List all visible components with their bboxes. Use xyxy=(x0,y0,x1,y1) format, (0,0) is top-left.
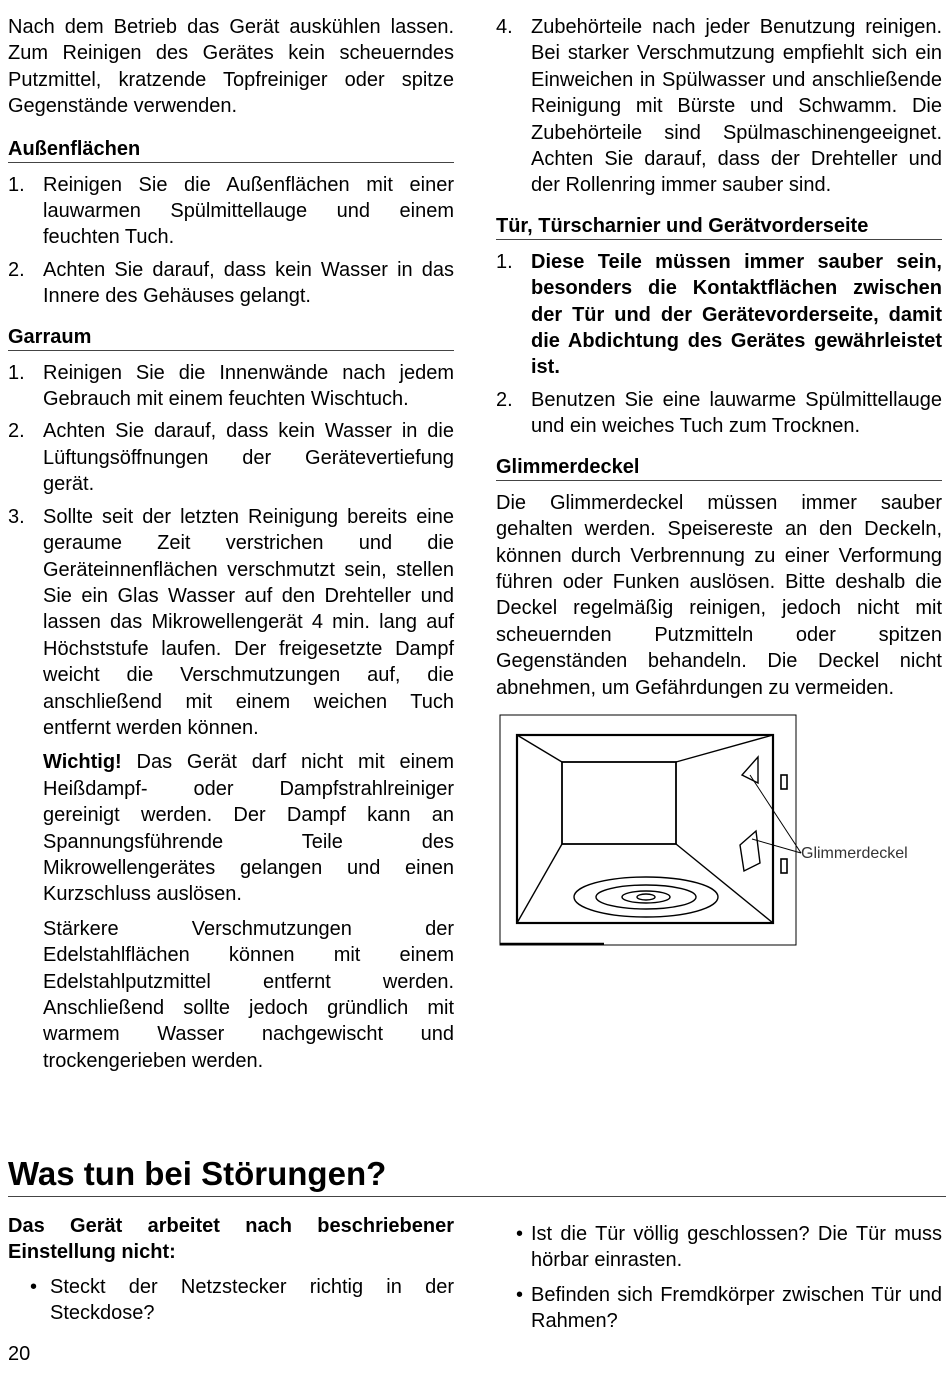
list-item xyxy=(496,1221,942,1274)
right-column xyxy=(496,14,942,953)
bullet-glyph: • xyxy=(516,1223,524,1245)
list-item xyxy=(8,504,454,742)
bullet-glyph: • xyxy=(516,1283,524,1306)
stoerungen-right-list xyxy=(496,1221,942,1335)
item-text: Zubehörteile nach jeder Benutzung reinigen. Bei starker Verschmutzung empfiehlt sich ein Einweichen in Spülwasser und anschließende Reinigung mit Bürste und Schwamm. Die Zubehörteile sind Spülmaschinengeeignet. Achten Sie darauf, dass der Drehteller und der Rollenring immer sauber sind. xyxy=(531,16,942,197)
glimmer-paragraph: Die Glimmerdeckel müssen immer sauber gehalten werden. Speisereste an den Deckeln, können durch Verbrennung zu einer Verformung führen oder Funken auslösen. Bitte deshalb die Deckel regelmäßig reinigen, jedoch nicht mit scheuernden Putzmitteln oder spitzen Gegenständen behandeln. Die Deckel nicht abnehmen, um Gefährdungen zu vermeiden. xyxy=(496,491,942,699)
mica-cover-lower xyxy=(740,831,760,871)
intro-paragraph: Nach dem Betrieb das Gerät auskühlen lassen. Zum Reinigen des Gerätes kein scheuerndes Putzmittel, kratzende Topfreiniger oder spitze Gegenstände verwenden. xyxy=(8,16,454,118)
item-number: 1. xyxy=(496,250,513,273)
list-item xyxy=(8,172,454,251)
item-text: Achten Sie darauf, dass kein Wasser in die Lüftungsöffnungen der Gerätevertiefung gerät. xyxy=(43,420,454,496)
list-item xyxy=(496,1282,942,1335)
bullet-text: Ist die Tür völlig geschlossen? Die Tür muss hörbar einrasten. xyxy=(531,1223,942,1272)
item-number: 4. xyxy=(496,16,513,38)
list-item xyxy=(8,1274,454,1327)
stoerungen-left xyxy=(8,1213,454,1335)
warning-label: Wichtig! xyxy=(43,751,122,774)
mica-cover-upper xyxy=(742,757,758,783)
item-number: 2. xyxy=(8,420,25,443)
item-text: Benutzen Sie eine lauwarme Spülmittellauge und ein weiches Tuch zum Trocknen. xyxy=(531,388,942,438)
heading-aussenflaechen: Außenflächen xyxy=(8,136,454,163)
tuer-list xyxy=(496,249,942,440)
microwave-figure xyxy=(496,713,942,953)
warning-text: Das Gerät darf nicht mit einem Heißdampf- oder Dampfstrahlreiniger gereinigt werden. Der Dampf kann an Spannungsführende Teile des Mikrowellengerätes gelangen und einen Kurzschluss auslösen. xyxy=(43,751,454,906)
accessory-list xyxy=(496,14,942,199)
door-frame xyxy=(517,735,773,923)
item-number: 2. xyxy=(8,258,25,281)
item-text: Achten Sie darauf, dass kein Wasser in das Innere des Gehäuses gelangt. xyxy=(43,258,454,308)
bullet-text: Steckt der Netzstecker richtig in der Steckdose? xyxy=(50,1275,454,1325)
bullet-text: Befinden sich Fremdkörper zwischen Tür und Rahmen? xyxy=(531,1283,942,1333)
item-number: 3. xyxy=(8,505,25,528)
item-number: 2. xyxy=(496,388,513,411)
cavity-back xyxy=(562,762,676,844)
stoerungen-left-list xyxy=(8,1274,454,1327)
warning-paragraph xyxy=(8,749,454,907)
item-text: Reinigen Sie die Innenwände nach jedem Gebrauch mit einem feuchten Wischtuch. xyxy=(43,361,454,411)
heading-tuer: Tür, Türscharnier und Gerätvorderseite xyxy=(496,213,942,240)
bullet-glyph: • xyxy=(30,1275,38,1298)
item-number: 1. xyxy=(8,173,25,196)
list-item xyxy=(496,249,942,381)
stainless-paragraph: Stärkere Verschmutzungen der Edelstahlflächen können mit einem Edelstahlputzmittel entfernt werden. Anschließend sollte jedoch gründlich mit warmem Wasser nachgewischt und trockengerieben werden. xyxy=(43,917,454,1072)
figure-label-glimmerdeckel: Glimmerdeckel xyxy=(801,844,908,862)
page-number: 20 xyxy=(8,1343,31,1365)
list-item xyxy=(8,257,454,310)
garraum-list xyxy=(8,360,454,742)
item-text: Reinigen Sie die Außenflächen mit einer lauwarmen Spülmittellauge und einem feuchten Tuch. xyxy=(43,173,454,249)
microwave-drawing xyxy=(496,713,942,953)
list-item xyxy=(8,418,454,497)
left-column xyxy=(8,14,454,1074)
list-item xyxy=(496,387,942,440)
stoerungen-subheading: Das Gerät arbeitet nach beschriebener Einstellung nicht: xyxy=(8,1215,454,1264)
list-item xyxy=(496,14,942,199)
heading-stoerungen: Was tun bei Störungen? xyxy=(8,1154,946,1197)
aussen-list xyxy=(8,172,454,310)
item-number: 1. xyxy=(8,361,25,384)
stoerungen-right xyxy=(496,1221,942,1343)
item-text: Sollte seit der letzten Reinigung bereits eine geraume Zeit verstrichen und die Geräteinnenflächen verschmutzt sein, stellen Sie ein Glas Wasser auf den Drehteller und lassen das Mikrowellengerät 4 min. lang auf Höchststufe laufen. Der freigesetzte Dampf weicht die Verschmutzungen auf, die anschließend mit einem weichen Tuch entfernt werden können. xyxy=(43,505,454,739)
heading-glimmerdeckel: Glimmerdeckel xyxy=(496,454,942,481)
cabinet-outline xyxy=(500,715,796,945)
item-text: Diese Teile müssen immer sauber sein, besonders die Kontaktflächen zwischen der Tür und der Gerätevorderseite, damit die Abdichtung des Gerätes gewährleistet ist. xyxy=(531,250,942,379)
heading-garraum: Garraum xyxy=(8,324,454,351)
list-item xyxy=(8,360,454,413)
